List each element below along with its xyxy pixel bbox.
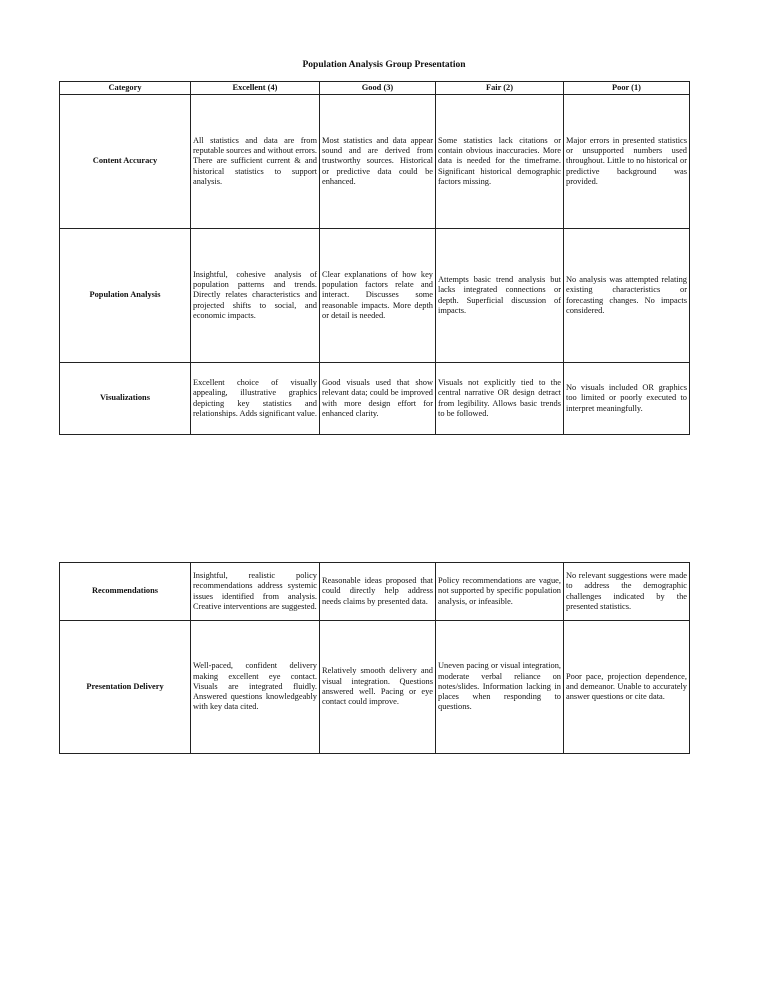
poor-cell: Major errors in presented statistics or unsupported numbers used throughout. Little to no historical or predictive background was provided. [564,95,690,229]
fair-cell: Policy recommendations are vague, not supported by specific population analysis, or infeasible. [436,563,564,621]
document-title: Population Analysis Group Presentation [302,60,466,70]
excellent-cell: Insightful, cohesive analysis of population patterns and trends. Directly relates characteristics and projected shifts to social, and economic impacts. [191,229,320,363]
table-row [60,363,690,435]
category-cell: Content Accuracy [60,95,191,229]
good-cell: Good visuals used that show relevant data; could be improved with more design effort for enhanced clarity. [320,363,436,435]
table-row [60,563,690,621]
poor-cell: No visuals included OR graphics too limited or poorly executed to interpret meaningfully. [564,363,690,435]
header-category: Category [60,82,191,95]
fair-cell: Uneven pacing or visual integration, moderate verbal reliance on notes/slides. Information lacking in places when responding to questions. [436,621,564,754]
excellent-cell: All statistics and data are from reputable sources and without errors. There are sufficient current & and historical statistics to support analysis. [191,95,320,229]
good-cell: Reasonable ideas proposed that could directly help address needs claims by presented data. [320,563,436,621]
good-cell: Clear explanations of how key population factors relate and interact. Discusses some reasonable impacts. More depth or detail is needed. [320,229,436,363]
table-row [60,621,690,754]
header-good: Good (3) [320,82,436,95]
table-row [60,95,690,229]
good-cell: Most statistics and data appear sound and are derived from trustworthy sources. Historical or predictive data could be enhanced. [320,95,436,229]
category-cell: Presentation Delivery [60,621,191,754]
poor-cell: Poor pace, projection dependence, and demeanor. Unable to accurately answer questions or cite data. [564,621,690,754]
excellent-cell: Well-paced, confident delivery making excellent eye contact. Visuals are integrated fluidly. Answered questions knowledgeably with key data cited. [191,621,320,754]
table-row [60,229,690,363]
rubric-table-continued [59,562,690,754]
fair-cell: Attempts basic trend analysis but lacks integrated connections or depth. Superficial discussion of impacts. [436,229,564,363]
header-poor: Poor (1) [564,82,690,95]
excellent-cell: Excellent choice of visually appealing, illustrative graphics depicting key statistics and relationships. Adds significant value. [191,363,320,435]
category-cell: Visualizations [60,363,191,435]
header-excellent: Excellent (4) [191,82,320,95]
excellent-cell: Insightful, realistic policy recommendations address systemic issues identified from analysis. Creative interventions are suggested. [191,563,320,621]
category-cell: Recommendations [60,563,191,621]
category-cell: Population Analysis [60,229,191,363]
fair-cell: Some statistics lack citations or contain obvious inaccuracies. More data is needed for the timeframe. Significant historical demographic factors missing. [436,95,564,229]
good-cell: Relatively smooth delivery and visual integration. Questions answered well. Pacing or eye contact could improve. [320,621,436,754]
fair-cell: Visuals not explicitly tied to the central narrative OR design detract from legibility. Allows basic trends to be followed. [436,363,564,435]
rubric-table [59,81,690,435]
poor-cell: No relevant suggestions were made to address the demographic challenges indicated by the presented statistics. [564,563,690,621]
header-row [60,82,690,95]
poor-cell: No analysis was attempted relating existing characteristics or forecasting changes. No impacts considered. [564,229,690,363]
header-fair: Fair (2) [436,82,564,95]
